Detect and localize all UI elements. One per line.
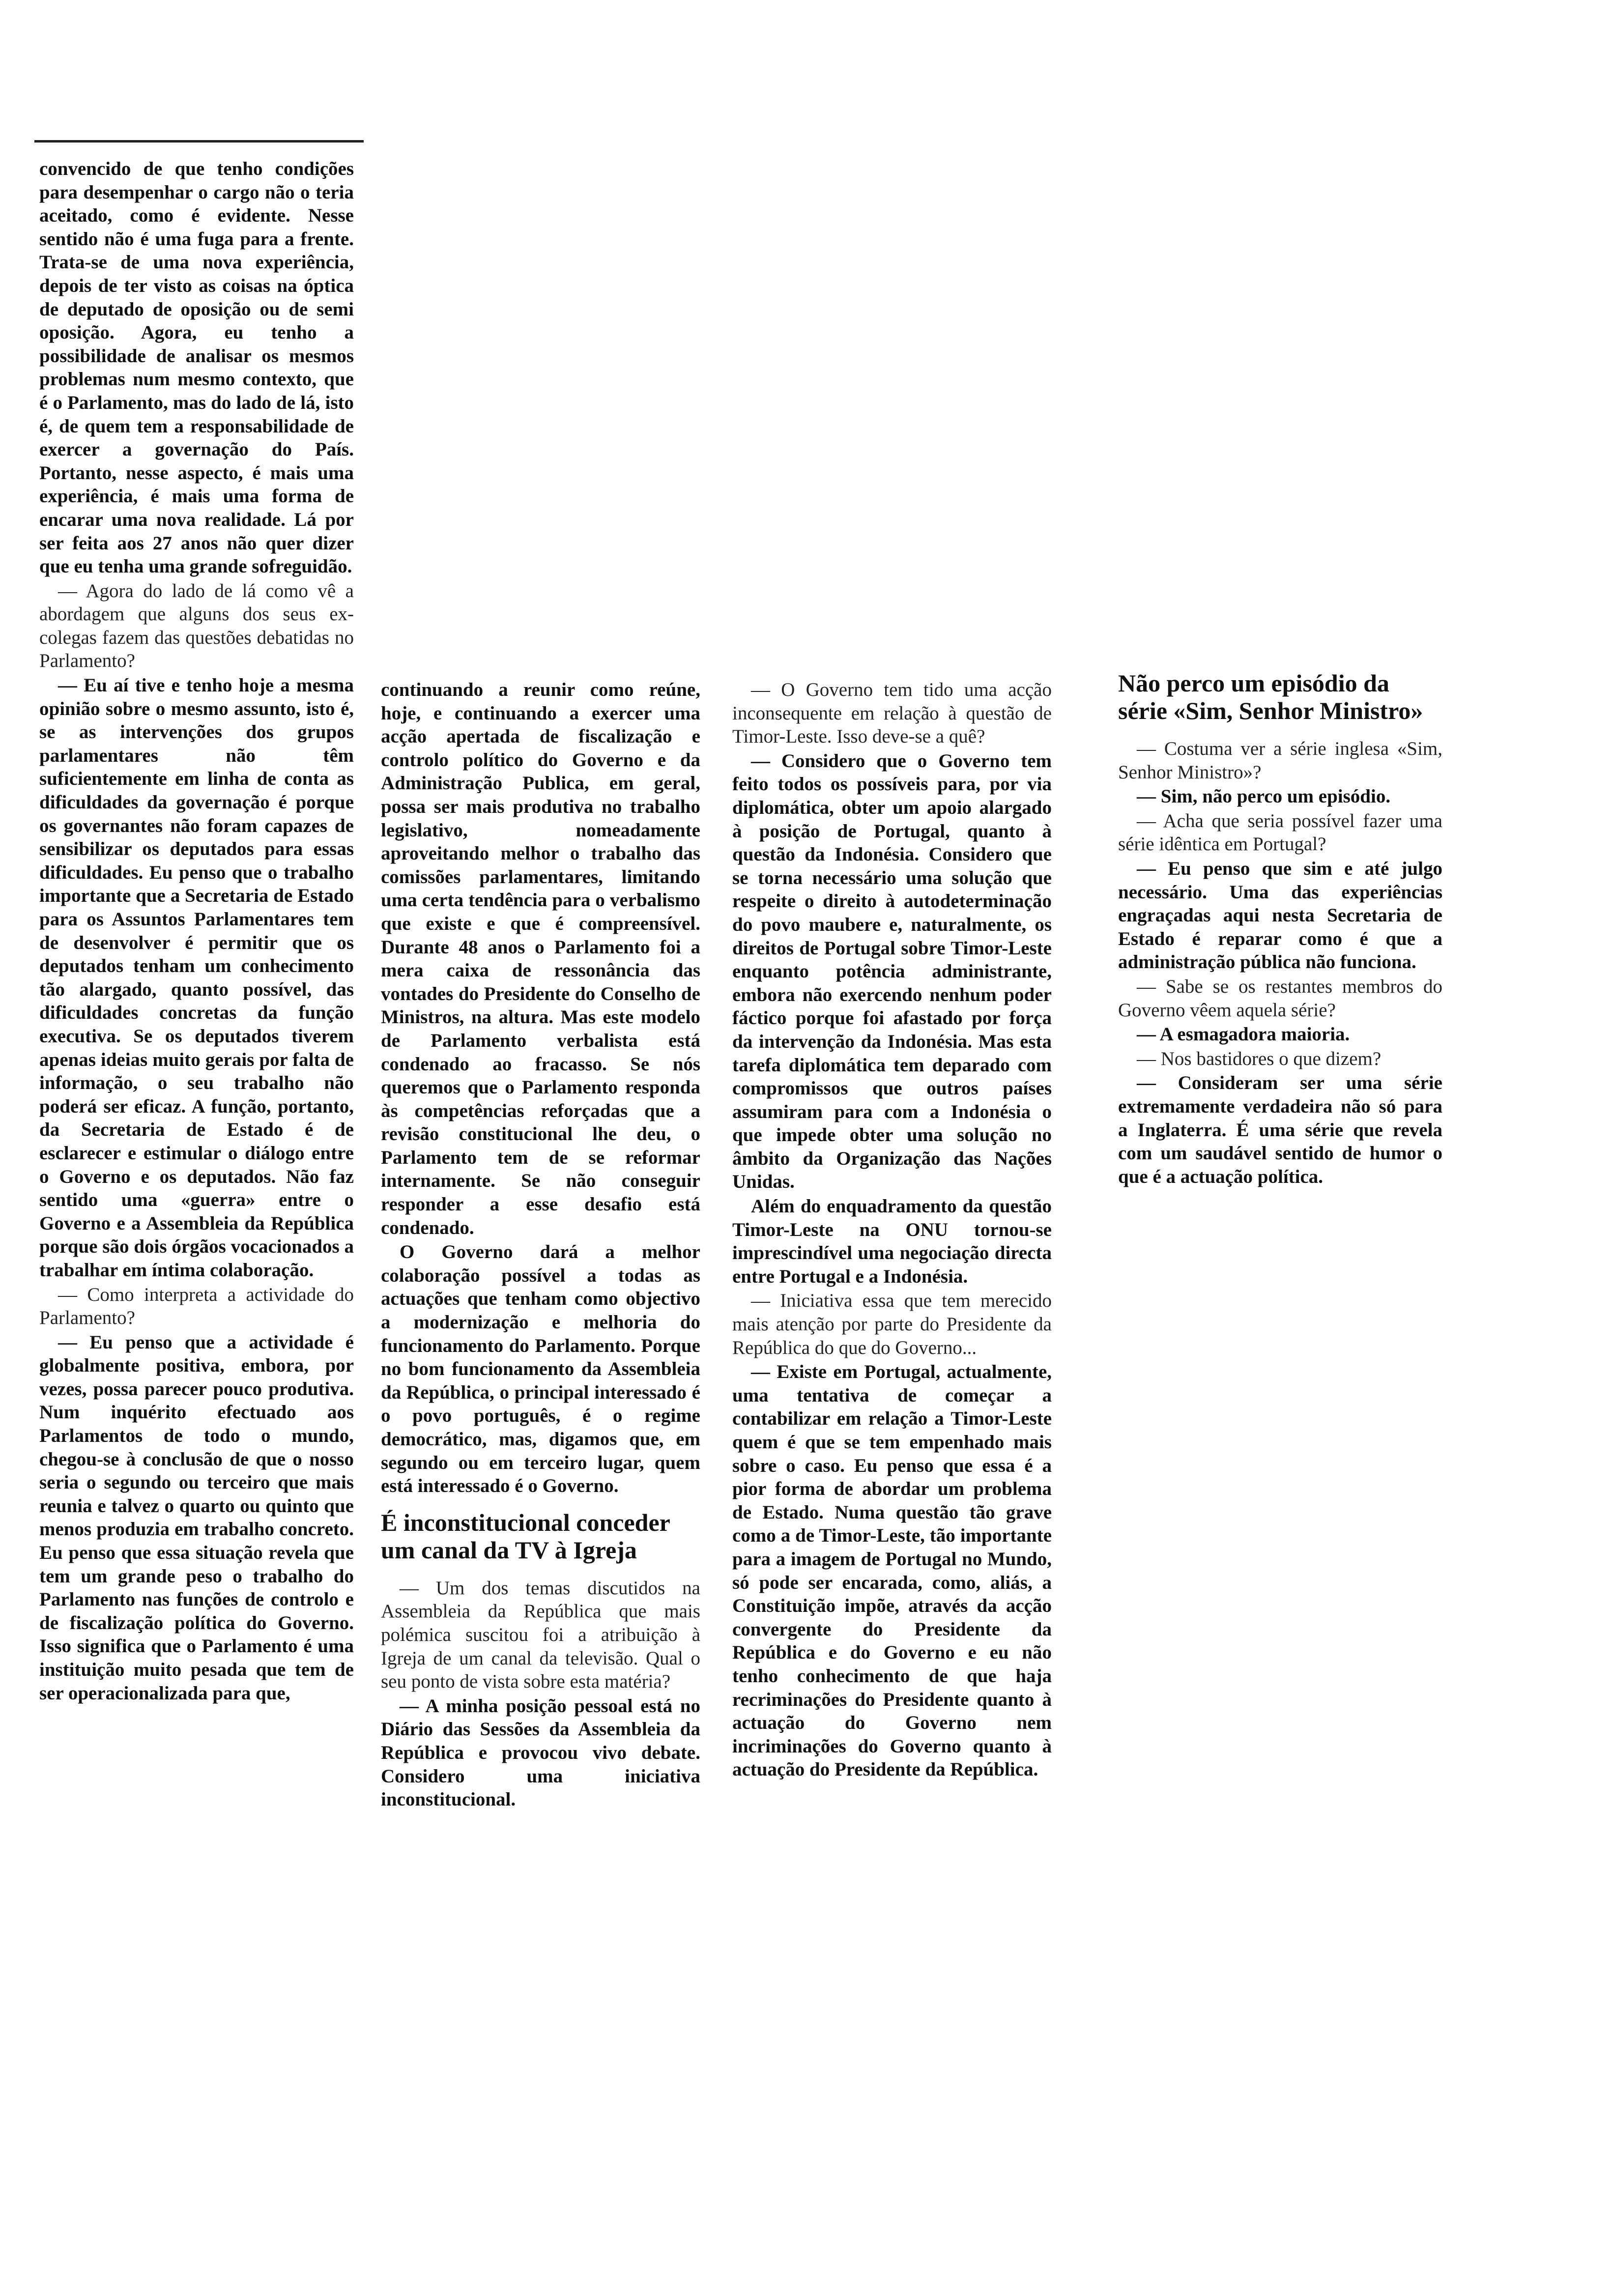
interview-question: — O Governo tem tido uma acção inconsequente em relação à questão de Timor-Leste. Isso deve-se a quê? bbox=[732, 679, 1052, 747]
paragraph: continuando a reunir como reúne, hoje, e continuando a exercer uma acção apertada de fiscalização e controlo político do Governo e da Administração Publica, em geral, possa ser mais produtiva no trabalho legislativo, nomeadamente aproveitando melhor o trabalho das comissões parlamentares, limitando uma certa tendência para o verbalismo que existe e que é compreensível. Durante 48 anos o Parlamento foi a mera caixa de ressonância das vontades do Presidente do Conselho de Ministros, na altura. Mas este modelo de Parlamento verbalista está condenado ao fracasso. Se nós queremos que o Parlamento responda às competências reforçadas que a revisão constitucional lhe deu, o Parlamento tem de se reformar internamente. Se não conseguir responder a esse desafio está condenado. bbox=[381, 679, 700, 1238]
interview-question: — Um dos temas discutidos na Assembleia da República que mais polémica suscitou foi a atribuição à Igreja de um canal da televisão. Qual o seu ponto de vista sobre esta matéria? bbox=[381, 1577, 700, 1693]
column-2 bbox=[381, 678, 700, 1812]
interview-question: — Como interpreta a actividade do Parlamento? bbox=[39, 1284, 354, 1329]
column-1 bbox=[39, 157, 354, 1706]
column-4 bbox=[1118, 659, 1442, 1189]
section-heading: Não perco um episódio da série «Sim, Senhor Ministro» bbox=[1118, 669, 1423, 724]
paragraph: — Eu aí tive e tenho hoje a mesma opinião sobre o mesmo assunto, isto é, se as intervenções dos grupos parlamentares não têm suficientemente em linha de conta as dificuldades da governação é porque os governantes não foram capazes de sensibilizar os deputados para essas dificuldades. Eu penso que o trabalho importante que a Secretaria de Estado para os Assuntos Parlamentares tem de desenvolver é permitir que os deputados tenham um conhecimento tão alargado, quanto possível, das dificuldades concretas da função executiva. Se os deputados tiverem apenas ideias muito gerais por falta de informação, o seu trabalho não poderá ser eficaz. A função, portanto, da Secretaria de Estado é de esclarecer e estimular o diálogo entre o Governo e os deputados. Não faz sentido uma «guerra» entre o Governo e a Assembleia da República porque são dois órgãos vocacionados a trabalhar em íntima colaboração. bbox=[39, 675, 354, 1281]
interview-question: — Acha que seria possível fazer uma série idêntica em Portugal? bbox=[1118, 810, 1442, 855]
paragraph: convencido de que tenho condições para desempenhar o cargo não o teria aceitado, como é evidente. Nesse sentido não é uma fuga para a frente. Trata-se de uma nova experiência, depois de ter visto as coisas na óptica de deputado de oposição ou de semi oposição. Agora, eu tenho a possibilidade de analisar os mesmos problemas num mesmo contexto, que é o Parlamento, mas do lado de lá, isto é, de quem tem a responsabilidade de exercer a governação do País. Portanto, nesse aspecto, é mais uma experiência, é mais uma forma de encarar uma nova realidade. Lá por ser feita aos 27 anos não quer dizer que eu tenha uma grande sofreguidão. bbox=[39, 158, 354, 577]
interview-question: — Costuma ver a série inglesa «Sim, Senhor Ministro»? bbox=[1118, 738, 1442, 783]
interview-question: — Sabe se os restantes membros do Governo vêem aquela série? bbox=[1118, 976, 1442, 1021]
paragraph: — Existe em Portugal, actualmente, uma tentativa de começar a contabilizar em relação a Timor-Leste quem é que se tem empenhado mais sobre o caso. Eu penso que essa é a pior forma de abordar um problema de Estado. Numa questão tão grave como a de Timor-Leste, tão importante para a imagem de Portugal no Mundo, só pode ser encarada, como, aliás, a Constituição impõe, através da acção convergente do Presidente da República e do Governo e eu não tenho conhecimento de que haja recriminações do Presidente quanto à actuação do Governo nem incriminações do Governo quanto à actuação do Presidente da República. bbox=[732, 1361, 1052, 1780]
paragraph: O Governo dará a melhor colaboração possível a todas as actuações que tenham como objectivo a modernização e melhoria do funcionamento do Parlamento. Porque no bom funcionamento da Assembleia da República, o principal interessado é o povo português, é o regime democrático, mas, digamos que, em segundo ou em terceiro lugar, quem está interessado é o Governo. bbox=[381, 1241, 700, 1497]
interview-question: — Agora do lado de lá como vê a abordagem que alguns dos seus ex-colegas fazem das questões debatidas no Parlamento? bbox=[39, 580, 354, 672]
interview-question: — Iniciativa essa que tem merecido mais atenção por parte do Presidente da República do que do Governo... bbox=[732, 1290, 1052, 1358]
paragraph: — Considero que o Governo tem feito todos os possíveis para, por via diplomática, obter um apoio alargado à posição de Portugal, quanto à questão da Indonésia. Considero que se torna necessário uma solução que respeite o direito à autodeterminação do povo maubere e, naturalmente, os direitos de Portugal sobre Timor-Leste enquanto potência administrante, embora não exercendo nenhum poder fáctico porque foi afastado por força da intervenção da Indonésia. Mas esta tarefa diplomática tem deparado com compromissos que outros países assumiram para com a Indonésia o que impede obter uma solução no âmbito da Organização das Nações Unidas. bbox=[732, 750, 1052, 1193]
column-3 bbox=[732, 678, 1052, 1782]
interview-question: — Nos bastidores o que dizem? bbox=[1137, 1048, 1382, 1069]
paragraph: — Consideram ser uma série extremamente verdadeira não só para a Inglaterra. É uma série que revela com um saudável sentido de humor o que é a actuação política. bbox=[1118, 1072, 1442, 1187]
paragraph: — A esmagadora maioria. bbox=[1137, 1024, 1350, 1045]
paragraph: — A minha posição pessoal está no Diário das Sessões da Assembleia da República e provocou vivo debate. Considero uma iniciativa inconstitucional. bbox=[381, 1695, 700, 1810]
section-heading: É inconstitucional conceder um canal da TV à Igreja bbox=[381, 1508, 670, 1564]
paragraph: Além do enquadramento da questão Timor-Leste na ONU tornou-se imprescindível uma negociação directa entre Portugal e a Indonésia. bbox=[732, 1196, 1052, 1287]
paragraph: — Eu penso que sim e até julgo necessário. Uma das experiências engraçadas aqui nesta Secretaria de Estado é reparar como é que a administração pública não funciona. bbox=[1118, 858, 1442, 973]
top-rule bbox=[34, 140, 364, 143]
paragraph: — Eu penso que a actividade é globalmente positiva, embora, por vezes, possa parecer pouco produtiva. Num inquérito efectuado aos Parlamentos de todo o mundo, chegou-se à conclusão de que o nosso seria o segundo ou terceiro que mais reunia e talvez o quarto ou quinto que menos produzia em trabalho concreto. Eu penso que essa situação revela que tem um grande peso o trabalho do Parlamento nas funções de controlo e de fiscalização política do Governo. Isso significa que o Parlamento é uma instituição muito pesada que tem de ser operacionalizada para que, bbox=[39, 1331, 354, 1704]
paragraph: — Sim, não perco um episódio. bbox=[1137, 786, 1391, 807]
